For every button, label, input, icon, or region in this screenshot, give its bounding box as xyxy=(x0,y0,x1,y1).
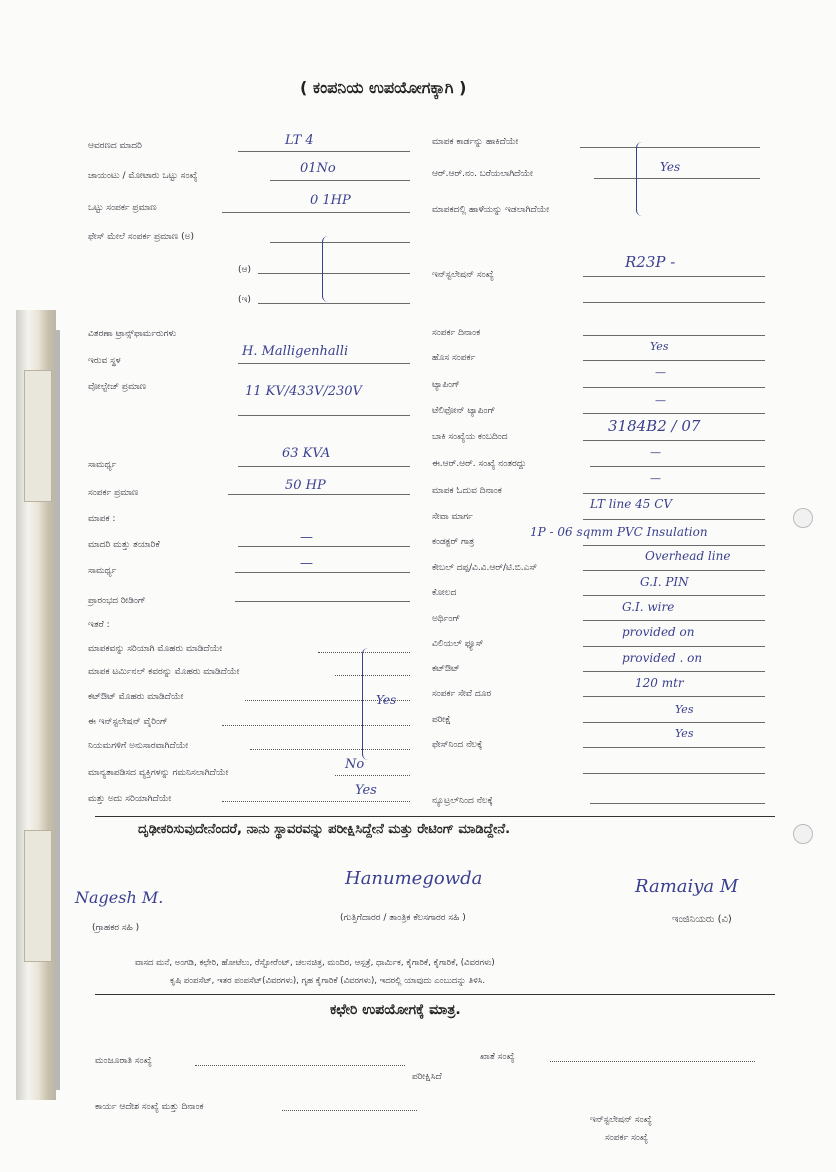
field-value: 63 KVA xyxy=(282,446,331,461)
field-label: ಕೇಬಲ್ ದಪ್ಪ/ವಿ.ವಿ.ಆರ್/ಟಿ.ಬಿ.ಎಸ್ xyxy=(432,563,538,573)
field-line xyxy=(583,671,765,672)
field-label: ಮಾಪಕ ಓದುವ ದಿನಾಂಕ xyxy=(432,486,502,496)
handwritten-brace xyxy=(322,236,337,302)
strip-stamp-top xyxy=(24,370,52,502)
field-line xyxy=(583,696,765,697)
field-label: ಬಾಕಿ ಸಂಖ್ಯೆಯ ಕಂಬದಿಂದ xyxy=(432,432,508,442)
field-label: ಇನ್‌ಸ್ಟಲೇಷನ್ ಸಂಖ್ಯೆ xyxy=(432,270,494,280)
field-line xyxy=(583,646,765,647)
punch-hole-top xyxy=(793,508,813,528)
field-line xyxy=(583,387,765,388)
field-value: R23P - xyxy=(625,253,676,271)
field-line xyxy=(270,242,410,243)
field-label: ಪರೀಕ್ಷೆ xyxy=(432,715,451,725)
field-label: ಸಂಪರ್ಕ ಸೇವೆ ದೂರ xyxy=(432,689,492,699)
field-line xyxy=(583,276,765,277)
field-line xyxy=(238,466,410,467)
field-dots xyxy=(282,1110,417,1111)
field-label: ವೋಲ್ಟೇಜ್ ಪ್ರಮಾಣ xyxy=(88,382,147,392)
section-rule xyxy=(95,816,775,817)
field-label: ಮಾದರಿ ಮತ್ತು ತಯಾರಿಕೆ xyxy=(88,540,160,550)
field-label: ಮಾಪಕ : xyxy=(88,514,116,524)
field-value: Overhead line xyxy=(645,549,731,563)
field-value: — xyxy=(650,446,661,459)
customer-sign-label: (ಗ್ರಾಹಕರ ಸಹಿ ) xyxy=(92,923,140,933)
field-label: ಮತ್ತು ಅದು ಸರಿಯಾಗಿದೆಯೇ xyxy=(88,794,172,804)
contractor-signature: Hanumegowda xyxy=(345,868,483,889)
strip-stamp-bottom xyxy=(24,830,52,962)
premises-note-line-2: ಕೃಷಿ ಪಂಪಸೆಟ್, ಇತರ ಪಂಪಸೆಟ್(ವಿವರಗಳು), ಗೃಹ ಕೈಗಾರಿಕೆ (ವಿವರಗಳು), ಇದರಲ್ಲಿ ಯಾವುದು ಎಂಬುದನ್ನು ತಿಳಿಸಿ. xyxy=(170,976,486,986)
field-line xyxy=(228,494,410,495)
field-line xyxy=(583,302,765,303)
field-value: provided on xyxy=(622,625,695,639)
strip-edge xyxy=(56,330,60,1090)
field-label: ಸಂಪರ್ಕ ದಿನಾಂಕ xyxy=(432,328,481,338)
field-label: ಸಾಮರ್ಥ್ಯ xyxy=(88,460,117,470)
field-label: ಒಟ್ಟು ಸಂಪರ್ಕ ಪ್ರಮಾಣ xyxy=(88,203,157,213)
field-line xyxy=(583,413,765,414)
field-line xyxy=(270,180,410,181)
field-value: — xyxy=(300,556,313,571)
field-label: ಮಾಪಕ ಕಾರ್ಡನ್ನು ಹಾಕಿದೆಯೇ xyxy=(432,137,519,147)
field-label: ಹೊಸ ಸಂಪರ್ಕ xyxy=(432,353,476,363)
field-label: ಟ್ಯಾಪಿಂಗ್ xyxy=(432,380,460,390)
field-label: ಮಾಪಕದಲ್ಲಿ ಹಾಳೆಯನ್ನು ಇಡಲಾಗಿದೆಯೇ xyxy=(432,205,550,215)
customer-signature: Nagesh M. xyxy=(75,888,164,907)
field-value: 120 mtr xyxy=(635,676,684,690)
field-value: LT line 45 CV xyxy=(590,497,673,511)
field-label: ಮಾಪಕವನ್ನು ಸರಿಯಾಗಿ ಮೊಹರು ಮಾಡಿದೆಯೇ xyxy=(88,644,223,654)
office-use-title: ಕಛೇರಿ ಉಪಯೋಗಕ್ಕೆ ಮಾತ್ರ. xyxy=(330,1002,461,1018)
field-label: ಆವರಣದ ಮಾದರಿ xyxy=(88,141,142,151)
field-value: No xyxy=(345,757,365,772)
field-dots xyxy=(222,801,410,802)
handwritten-brace xyxy=(362,648,377,760)
field-value: — xyxy=(655,394,666,407)
field-value: 1P - 06 sqmm PVC Insulation xyxy=(530,525,708,539)
field-line xyxy=(583,570,765,571)
connection-no-label: ಸಂಪರ್ಕ ಸಂಖ್ಯೆ xyxy=(605,1133,649,1143)
field-label: ಮಾಪಕ ಟರ್ಮಿನಲ್ ಕವರನ್ನು ಮೊಹರು ಮಾಡಿದೆಯೇ xyxy=(88,667,240,677)
field-line xyxy=(583,440,765,441)
field-line xyxy=(583,773,765,774)
field-label: ಫೇಸ್ ಮೇಲೆ ಸಂಪರ್ಕ ಪ್ರಮಾಣ (ಅ) xyxy=(88,232,195,242)
field-value: G.I. wire xyxy=(622,600,675,614)
field-label: ಕಂಡಕ್ಟರ್ ಗಾತ್ರ xyxy=(432,537,475,547)
field-label: ಸಾಮರ್ಥ್ಯ xyxy=(88,566,117,576)
punch-hole-bottom xyxy=(793,824,813,844)
field-label: ನಿಯಮಗಳಿಗೆ ಅನುಸಾರವಾಗಿದೆಯೇ xyxy=(88,741,189,751)
field-line xyxy=(583,722,765,723)
field-line xyxy=(235,572,410,573)
field-label: ಜಾಯಂಟು / ಮೋಟಾರು ಒಟ್ಟು ಸಂಖ್ಯೆ xyxy=(88,171,198,181)
field-label: ಈ ಇನ್‌ಸ್ಟಲೇಷನ್ ವೈರಿಂಗ್ xyxy=(88,717,168,727)
installation-no-label: ಇನ್‌ಸ್ಟಲೇಷನ್ ಸಂಖ್ಯೆ xyxy=(590,1115,652,1125)
field-label: ಆರ್.ಆರ್.ನಂ. ಬರೆಯಲಾಗಿದೆಯೇ xyxy=(432,169,533,179)
field-value: 0 1HP xyxy=(310,193,351,208)
checked-label: ಪರೀಕ್ಷಿಸಿದೆ xyxy=(412,1072,442,1082)
field-label: ಮಾನ್ಯತಾಪಡಿಸದ ವ್ಯಕ್ತಿಗಳನ್ನು ಗಮನಿಸಲಾಗಿದೆಯೇ xyxy=(88,768,229,778)
field-line xyxy=(238,363,410,364)
field-label: ಇರುವ ಸ್ಥಳ xyxy=(88,356,121,366)
field-label: (ಆ) xyxy=(238,265,251,275)
field-value: provided . on xyxy=(622,651,703,665)
field-value: LT 4 xyxy=(285,133,314,148)
work-order-label: ಕಾರ್ಯ ಆದೇಶ ಸಂಖ್ಯೆ ಮತ್ತು ದಿನಾಂಕ xyxy=(95,1102,204,1112)
field-value: G.I. PIN xyxy=(640,575,689,589)
brace-value: Yes xyxy=(660,160,681,174)
field-line xyxy=(238,415,410,416)
field-value: Yes xyxy=(650,340,669,353)
field-value: 3184B2 / 07 xyxy=(608,417,701,435)
field-label: ಕೋಲದ xyxy=(432,588,457,598)
field-line xyxy=(583,545,765,546)
field-label: ಕಟ್‌ಔಟ್ xyxy=(432,664,460,674)
field-label: ಸೇವಾ ಮಾರ್ಗ xyxy=(432,512,473,522)
field-label: ವಿಲಿಯಲ್ ಫ್ಯೂಸ್ xyxy=(432,639,484,649)
brace-value: Yes xyxy=(376,693,397,707)
field-line xyxy=(590,803,765,804)
field-value: — xyxy=(655,366,666,379)
field-label: ಸಂಪರ್ಕ ಪ್ರಮಾಣ xyxy=(88,488,139,498)
field-line xyxy=(238,151,410,152)
field-dots xyxy=(222,725,410,726)
field-dots xyxy=(250,749,410,750)
field-value: 11 KV/433V/230V xyxy=(245,384,362,399)
field-dots xyxy=(550,1061,755,1062)
account-no-label: ಖಾತೆ ಸಂಖ್ಯೆ xyxy=(480,1052,515,1062)
field-value: Yes xyxy=(355,783,377,798)
field-line xyxy=(583,595,765,596)
field-label: ಕಟ್‌ಔಟ್ ಮೊಹರು ಮಾಡಿದೆಯೇ xyxy=(88,692,184,702)
field-value: 01No xyxy=(300,161,336,176)
field-line xyxy=(235,601,410,602)
engineer-sign-label: ಇಂಜಿನಿಯರು (ವಿ) xyxy=(672,914,732,925)
field-value: Yes xyxy=(675,727,694,740)
field-line xyxy=(583,747,765,748)
field-dots xyxy=(195,1065,405,1066)
field-label: ಪ್ರಾರಂಭದ ರೀಡಿಂಗ್ xyxy=(88,596,146,606)
field-value: H. Malligenhalli xyxy=(242,344,349,359)
field-dots xyxy=(335,775,410,776)
field-line xyxy=(583,620,765,621)
field-label: (ಇ) xyxy=(238,295,251,305)
field-label: ವಿತರಣಾ ಟ್ರಾನ್ಸ್‌ಫಾರ್ಮರುಗಳು xyxy=(88,329,177,339)
declaration-text: ದೃಢೀಕರಿಸುವುದೇನೆಂದರೆ, ನಾನು ಸ್ಥಾವರವನ್ನು ಪರೀಕ್ಷಿಸಿದ್ದೇನೆ ಮತ್ತು ರೇಟಿಂಗ್ ಮಾಡಿದ್ದೇನೆ. xyxy=(138,822,511,837)
field-line xyxy=(583,335,765,336)
field-line xyxy=(258,303,410,304)
engineer-signature: Ramaiya M xyxy=(635,876,739,897)
field-line xyxy=(583,493,765,494)
field-line xyxy=(238,546,410,547)
field-value: — xyxy=(300,530,313,545)
field-label: ಈ.ಆರ್.ಆರ್. ಸಂಖ್ಯೆ ನಂತರದ್ದು xyxy=(432,459,527,469)
field-label: ಟೆಲಿಫೋನ್ ಟ್ಯಾಪಿಂಗ್ xyxy=(432,406,496,416)
field-line xyxy=(222,212,410,213)
field-line xyxy=(583,360,765,361)
field-label: ಅರ್ಥಿಂಗ್ xyxy=(432,614,461,624)
field-line xyxy=(580,147,760,148)
handwritten-brace xyxy=(636,142,651,216)
field-line xyxy=(583,519,765,520)
form-title: ( ಕಂಪನಿಯ ಉಪಯೋಗಕ್ಕಾಗಿ ) xyxy=(300,78,467,97)
field-label: ಫೇಸ್‌ನಿಂದ ನೆಲಕ್ಕೆ xyxy=(432,740,483,750)
field-value: 50 HP xyxy=(285,478,326,493)
field-label: ಇತರೆ : xyxy=(88,620,110,630)
field-line xyxy=(594,178,760,179)
field-label: ನ್ಯೂಟ್ರಲ್‌ನಿಂದ ನೆಲಕ್ಕೆ xyxy=(432,796,493,806)
field-value: Yes xyxy=(675,703,694,716)
contractor-sign-label: (ಗುತ್ತಿಗೆದಾರರ / ತಾಂತ್ರಿಕ ಕೆಲಸಗಾರರ ಸಹಿ ) xyxy=(340,913,466,923)
premises-note-line-1: ವಾಸದ ಮನೆ, ಅಂಗಡಿ, ಕಛೇರಿ, ಹೋಟೆಲು, ರೆಸ್ಟೋರೆಂಟ್, ಚಲನಚಿತ್ರ, ಮಂದಿರ, ಆಸ್ಪತ್ರೆ, ಧಾರ್ಮಿಕ, ಕೈಗಾರಿಕೆ, ಕೈಗಾರಿಕೆ, (ವಿವರಗಳು) xyxy=(135,958,495,968)
field-value: — xyxy=(650,472,661,485)
section-rule xyxy=(95,994,775,995)
sanction-no-label: ಮಂಜೂರಾತಿ ಸಂಖ್ಯೆ xyxy=(95,1056,152,1066)
field-line xyxy=(590,466,765,467)
